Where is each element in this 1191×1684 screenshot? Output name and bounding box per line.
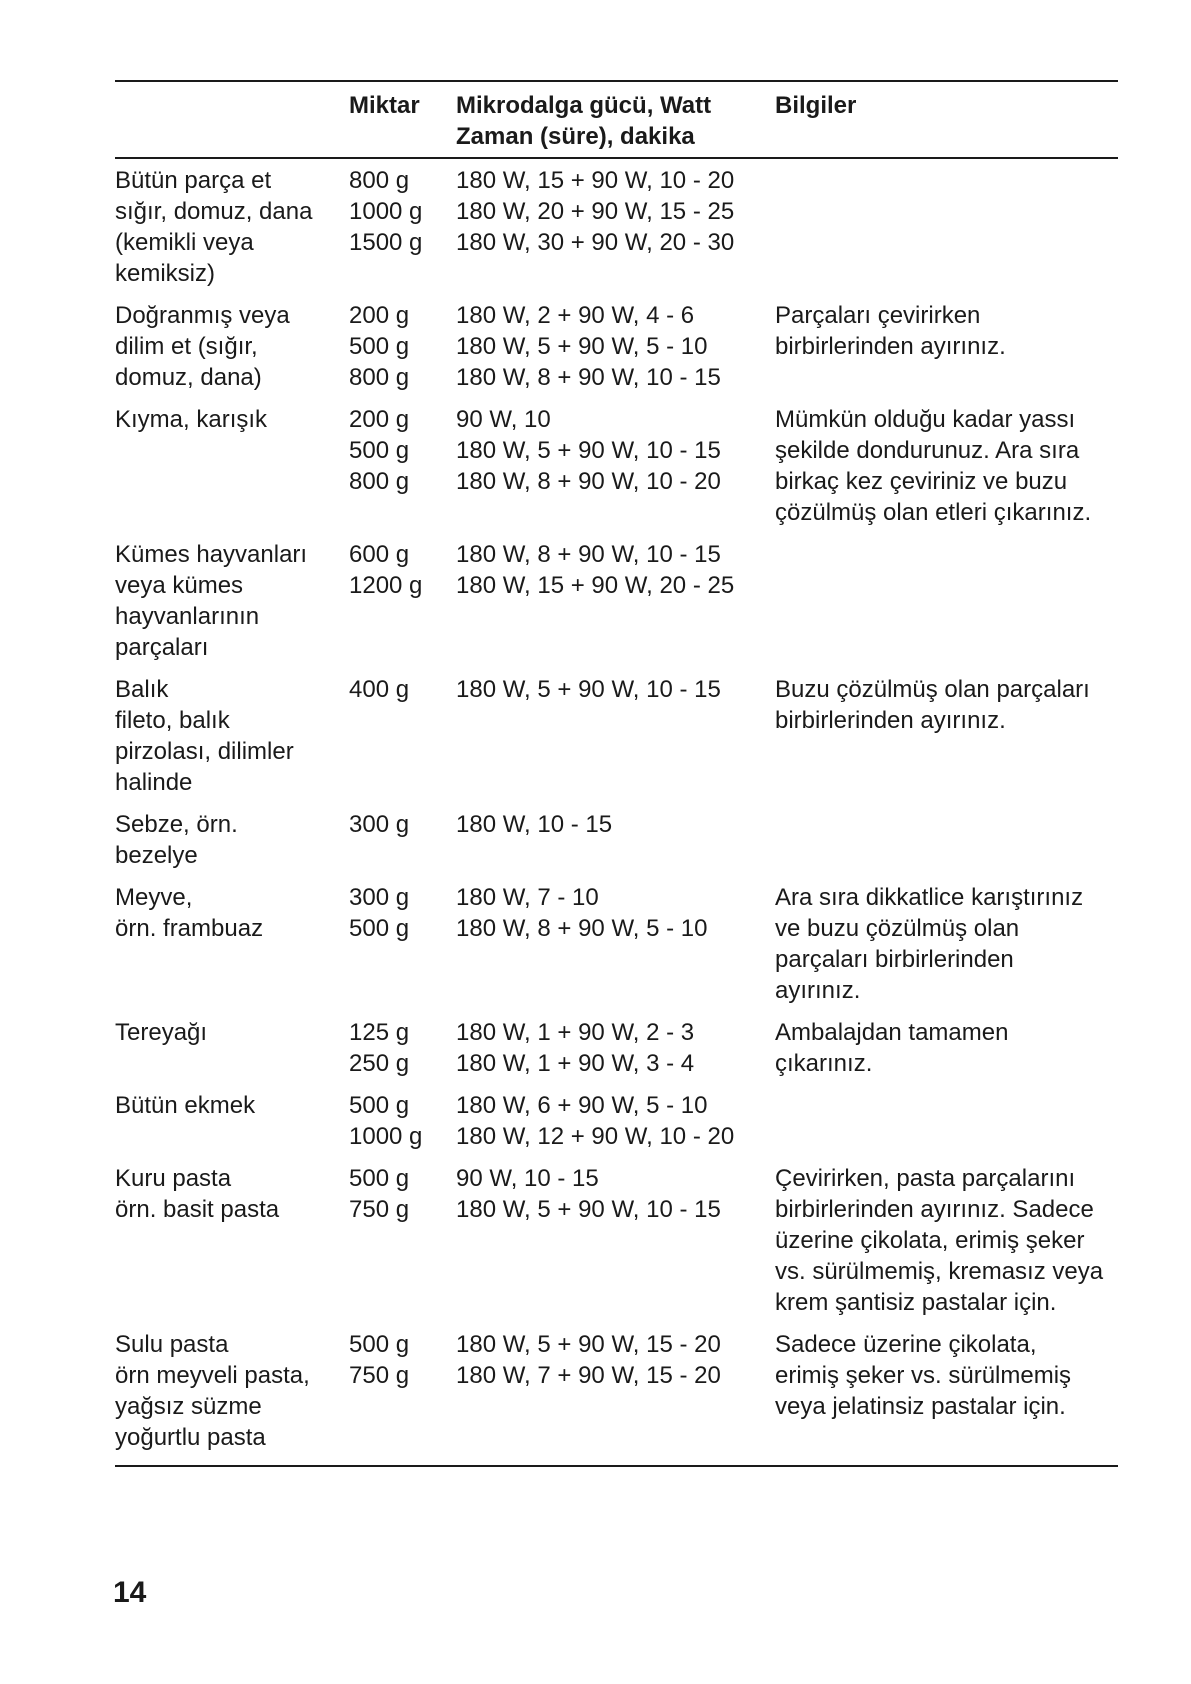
cell-food-line: sığır, domuz, dana (115, 198, 313, 225)
cell-amount (349, 674, 456, 798)
cell-amount-line: 800 g (349, 364, 410, 391)
cell-amount-line: 300 g (349, 811, 410, 838)
cell-amount-line: 500 g (349, 1165, 410, 1192)
cell-power-time (456, 882, 775, 1006)
cell-power-time-line: 180 W, 10 - 15 (456, 811, 613, 838)
cell-amount (349, 1329, 456, 1453)
cell-power-time-line: 180 W, 2 + 90 W, 4 - 6 (456, 302, 695, 329)
cell-food (115, 165, 349, 289)
cell-info-line: Ambalajdan tamamen (775, 1019, 1009, 1046)
cell-info-line: parçaları birbirlerinden (775, 946, 1014, 973)
cell-food (115, 300, 349, 393)
cell-food (115, 882, 349, 1006)
cell-food-line: Doğranmış veya (115, 302, 290, 329)
cell-power-time (456, 1329, 775, 1453)
cell-food-line: yağsız süzme (115, 1393, 262, 1420)
table-row (115, 1090, 1118, 1152)
cell-amount-line: 400 g (349, 676, 410, 703)
cell-amount (349, 404, 456, 528)
cell-food-line: halinde (115, 769, 193, 796)
cell-food-line: Sulu pasta (115, 1331, 229, 1358)
cell-food-line: örn. frambuaz (115, 915, 264, 942)
cell-info (775, 809, 1118, 871)
table-row (115, 404, 1118, 528)
cell-food-line: bezelye (115, 842, 198, 869)
cell-amount-line: 800 g (349, 468, 410, 495)
table-row (115, 1017, 1118, 1079)
cell-food-line: hayvanlarının (115, 603, 260, 630)
table-header-row (115, 82, 1118, 157)
cell-power-time-line: 180 W, 7 - 10 (456, 884, 599, 911)
cell-info (775, 1017, 1118, 1079)
cell-power-time (456, 1163, 775, 1318)
cell-food-line: Bütün ekmek (115, 1092, 256, 1119)
table-row (115, 539, 1118, 663)
cell-power-time (456, 674, 775, 798)
cell-food (115, 809, 349, 871)
cell-power-time (456, 809, 775, 871)
cell-info (775, 1329, 1118, 1453)
cell-amount-line: 600 g (349, 541, 410, 568)
cell-info-line: şekilde dondurunuz. Ara sıra (775, 437, 1080, 464)
cell-info (775, 1090, 1118, 1152)
cell-food-line: Tereyağı (115, 1019, 208, 1046)
cell-info-line: ayırınız. (775, 977, 861, 1004)
cell-power-time-line: 180 W, 30 + 90 W, 20 - 30 (456, 229, 735, 256)
cell-food-line: Kıyma, karışık (115, 406, 268, 433)
cell-amount (349, 1090, 456, 1152)
cell-info-line: Sadece üzerine çikolata, (775, 1331, 1037, 1358)
cell-power-time-line: 180 W, 8 + 90 W, 10 - 15 (456, 364, 721, 391)
cell-amount-line: 300 g (349, 884, 410, 911)
cell-power-time-line: 180 W, 5 + 90 W, 15 - 20 (456, 1331, 721, 1358)
cell-food (115, 1329, 349, 1453)
cell-food-line: kemiksiz) (115, 260, 215, 287)
cell-amount-line: 500 g (349, 915, 410, 942)
cell-food-line: dilim et (sığır, (115, 333, 258, 360)
cell-power-time-line: 180 W, 20 + 90 W, 15 - 25 (456, 198, 735, 225)
cell-info-line: Mümkün olduğu kadar yassı (775, 406, 1076, 433)
cell-info-line: ve buzu çözülmüş olan (775, 915, 1020, 942)
cell-power-time-line: 180 W, 8 + 90 W, 10 - 15 (456, 541, 721, 568)
header-amount: Miktar (349, 92, 420, 119)
cell-power-time-line: 180 W, 12 + 90 W, 10 - 20 (456, 1123, 735, 1150)
cell-info-line: birbirlerinden ayırınız. Sadece (775, 1196, 1094, 1223)
header-info: Bilgiler (775, 92, 857, 119)
cell-amount-line: 200 g (349, 406, 410, 433)
cell-food-line: Meyve, (115, 884, 193, 911)
table-row (115, 165, 1118, 289)
cell-amount (349, 882, 456, 1006)
cell-power-time (456, 539, 775, 663)
cell-amount-line: 500 g (349, 437, 410, 464)
cell-food-line: Balık (115, 676, 169, 703)
cell-info-line: Ara sıra dikkatlice karıştırınız (775, 884, 1084, 911)
cell-amount-line: 750 g (349, 1196, 410, 1223)
cell-power-time-line: 90 W, 10 - 15 (456, 1165, 599, 1192)
cell-food (115, 539, 349, 663)
cell-info-line: çözülmüş olan etleri çıkarınız. (775, 499, 1092, 526)
table-body (115, 159, 1118, 1465)
cell-food-line: veya kümes (115, 572, 244, 599)
cell-food (115, 674, 349, 798)
cell-food (115, 1163, 349, 1318)
cell-info (775, 539, 1118, 663)
cell-food-line: parçaları (115, 634, 209, 661)
cell-info-line: krem şantisiz pastalar için. (775, 1289, 1057, 1316)
cell-info (775, 404, 1118, 528)
cell-food-line: yoğurtlu pasta (115, 1424, 266, 1451)
table-row (115, 1329, 1118, 1453)
table-bottom-rule (115, 1465, 1118, 1467)
table-row (115, 882, 1118, 1006)
cell-info-line: birbirlerinden ayırınız. (775, 333, 1006, 360)
cell-power-time-line: 180 W, 7 + 90 W, 15 - 20 (456, 1362, 721, 1389)
cell-info (775, 674, 1118, 798)
cell-amount-line: 1000 g (349, 198, 423, 225)
header-power: Mikrodalga gücü, Watt (456, 92, 712, 119)
cell-food-line: Kümes hayvanları (115, 541, 308, 568)
cell-food-line: Bütün parça et (115, 167, 272, 194)
header-food (115, 90, 349, 152)
cell-amount (349, 809, 456, 871)
cell-power-time (456, 300, 775, 393)
cell-amount-line: 1500 g (349, 229, 423, 256)
page-number: 14 (113, 1576, 147, 1609)
cell-power-time-line: 90 W, 10 (456, 406, 551, 433)
table-row (115, 300, 1118, 393)
cell-power-time-line: 180 W, 8 + 90 W, 5 - 10 (456, 915, 708, 942)
cell-amount-line: 125 g (349, 1019, 410, 1046)
cell-power-time-line: 180 W, 8 + 90 W, 10 - 20 (456, 468, 721, 495)
cell-food-line: Kuru pasta (115, 1165, 232, 1192)
cell-amount-line: 1200 g (349, 572, 423, 599)
cell-food-line: pirzolası, dilimler (115, 738, 294, 765)
cell-power-time-line: 180 W, 5 + 90 W, 10 - 15 (456, 1196, 721, 1223)
cell-power-time-line: 180 W, 5 + 90 W, 10 - 15 (456, 676, 721, 703)
cell-amount-line: 500 g (349, 1331, 410, 1358)
header-time: Zaman (süre), dakika (456, 123, 695, 150)
cell-amount (349, 1163, 456, 1318)
cell-info (775, 882, 1118, 1006)
cell-amount-line: 500 g (349, 333, 410, 360)
cell-amount (349, 165, 456, 289)
cell-info-line: çıkarınız. (775, 1050, 873, 1077)
cell-info-line: Parçaları çevirirken (775, 302, 981, 329)
cell-info-line: veya jelatinsiz pastalar için. (775, 1393, 1066, 1420)
cell-amount (349, 539, 456, 663)
table-row (115, 674, 1118, 798)
cell-food (115, 1090, 349, 1152)
cell-info (775, 165, 1118, 289)
cell-amount-line: 800 g (349, 167, 410, 194)
cell-amount-line: 1000 g (349, 1123, 423, 1150)
header-power-time (456, 90, 775, 152)
cell-info-line: erimiş şeker vs. sürülmemiş (775, 1362, 1072, 1389)
cell-info-line: vs. sürülmemiş, kremasız veya (775, 1258, 1104, 1285)
cell-info-line: Buzu çözülmüş olan parçaları (775, 676, 1090, 703)
cell-info-line: üzerine çikolata, erimiş şeker (775, 1227, 1085, 1254)
cell-food-line: Sebze, örn. (115, 811, 238, 838)
cell-amount-line: 750 g (349, 1362, 410, 1389)
cell-info (775, 300, 1118, 393)
cell-food-line: fileto, balık (115, 707, 230, 734)
cell-info-line: Çevirirken, pasta parçalarını (775, 1165, 1076, 1192)
cell-food (115, 1017, 349, 1079)
cell-amount (349, 1017, 456, 1079)
defrost-table (115, 80, 1118, 1467)
cell-amount-line: 250 g (349, 1050, 410, 1077)
cell-power-time-line: 180 W, 5 + 90 W, 5 - 10 (456, 333, 708, 360)
cell-food-line: domuz, dana) (115, 364, 262, 391)
cell-power-time (456, 165, 775, 289)
cell-power-time-line: 180 W, 1 + 90 W, 2 - 3 (456, 1019, 695, 1046)
cell-info-line: birbirlerinden ayırınız. (775, 707, 1006, 734)
table-row (115, 809, 1118, 871)
cell-amount (349, 300, 456, 393)
cell-amount-line: 200 g (349, 302, 410, 329)
cell-amount-line: 500 g (349, 1092, 410, 1119)
table-row (115, 1163, 1118, 1318)
cell-power-time (456, 404, 775, 528)
cell-food (115, 404, 349, 528)
cell-food-line: (kemikli veya (115, 229, 254, 256)
cell-power-time-line: 180 W, 15 + 90 W, 20 - 25 (456, 572, 735, 599)
cell-power-time (456, 1017, 775, 1079)
cell-power-time-line: 180 W, 15 + 90 W, 10 - 20 (456, 167, 735, 194)
cell-power-time (456, 1090, 775, 1152)
cell-food-line: örn meyveli pasta, (115, 1362, 310, 1389)
cell-food-line: örn. basit pasta (115, 1196, 280, 1223)
cell-power-time-line: 180 W, 5 + 90 W, 10 - 15 (456, 437, 721, 464)
cell-info-line: birkaç kez çeviriniz ve buzu (775, 468, 1068, 495)
cell-power-time-line: 180 W, 6 + 90 W, 5 - 10 (456, 1092, 708, 1119)
cell-info (775, 1163, 1118, 1318)
cell-power-time-line: 180 W, 1 + 90 W, 3 - 4 (456, 1050, 695, 1077)
